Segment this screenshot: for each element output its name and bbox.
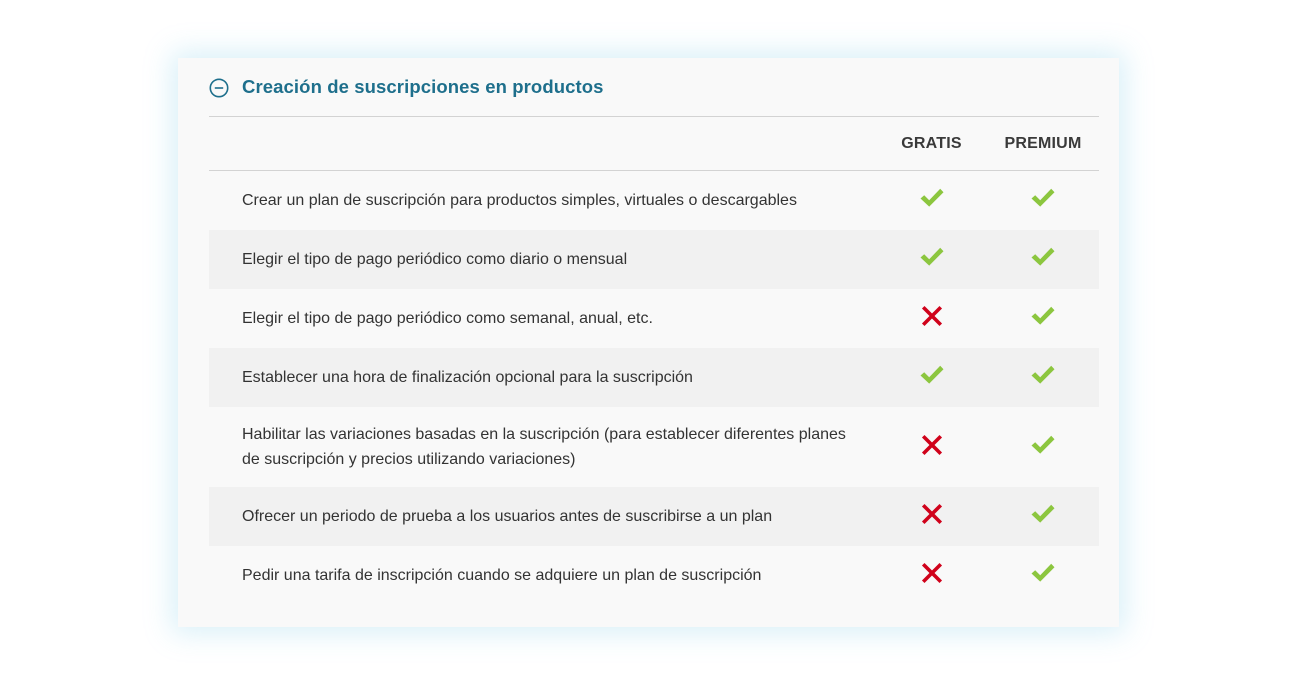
table-row	[209, 487, 1099, 546]
feature-label: Elegir el tipo de pago periódico como semanal, anual, etc.	[242, 310, 653, 327]
feature-label: Ofrecer un periodo de prueba a los usuarios antes de suscribirse a un plan	[242, 508, 773, 525]
header-premium: PREMIUM	[1004, 134, 1082, 152]
table-row	[209, 546, 1099, 605]
premium-check-icon	[1030, 246, 1056, 268]
free-cross-icon	[919, 562, 945, 584]
feature-label: Habilitar las variaciones basadas en la suscripción (para establecer diferentes planes de suscripción y precios utilizando variaciones)	[242, 426, 846, 468]
table-row	[209, 289, 1099, 348]
premium-check-icon	[1030, 434, 1056, 456]
table-header	[209, 117, 1099, 171]
header-free: GRATIS	[901, 134, 962, 152]
feature-comparison-card	[178, 58, 1119, 627]
premium-check-icon	[1030, 364, 1056, 386]
free-check-icon	[919, 364, 945, 386]
table-row	[209, 348, 1099, 407]
premium-check-icon	[1030, 187, 1056, 209]
free-cross-icon	[919, 434, 945, 456]
feature-label: Establecer una hora de finalización opcional para la suscripción	[242, 369, 693, 386]
premium-check-icon	[1030, 503, 1056, 525]
table-row	[209, 171, 1099, 230]
table-row	[209, 230, 1099, 289]
free-cross-icon	[919, 503, 945, 525]
feature-label: Crear un plan de suscripción para productos simples, virtuales o descargables	[242, 192, 797, 209]
feature-label: Elegir el tipo de pago periódico como diario o mensual	[242, 251, 628, 268]
comparison-table	[209, 117, 1099, 605]
accordion-header[interactable]	[209, 58, 1099, 117]
table-row	[209, 407, 1099, 487]
free-check-icon	[919, 246, 945, 268]
section-title: Creación de suscripciones en productos	[242, 76, 604, 97]
feature-label: Pedir una tarifa de inscripción cuando se adquiere un plan de suscripción	[242, 567, 762, 584]
minus-circle-icon[interactable]	[209, 78, 229, 98]
free-check-icon	[919, 187, 945, 209]
premium-check-icon	[1030, 305, 1056, 327]
free-cross-icon	[919, 305, 945, 327]
premium-check-icon	[1030, 562, 1056, 584]
